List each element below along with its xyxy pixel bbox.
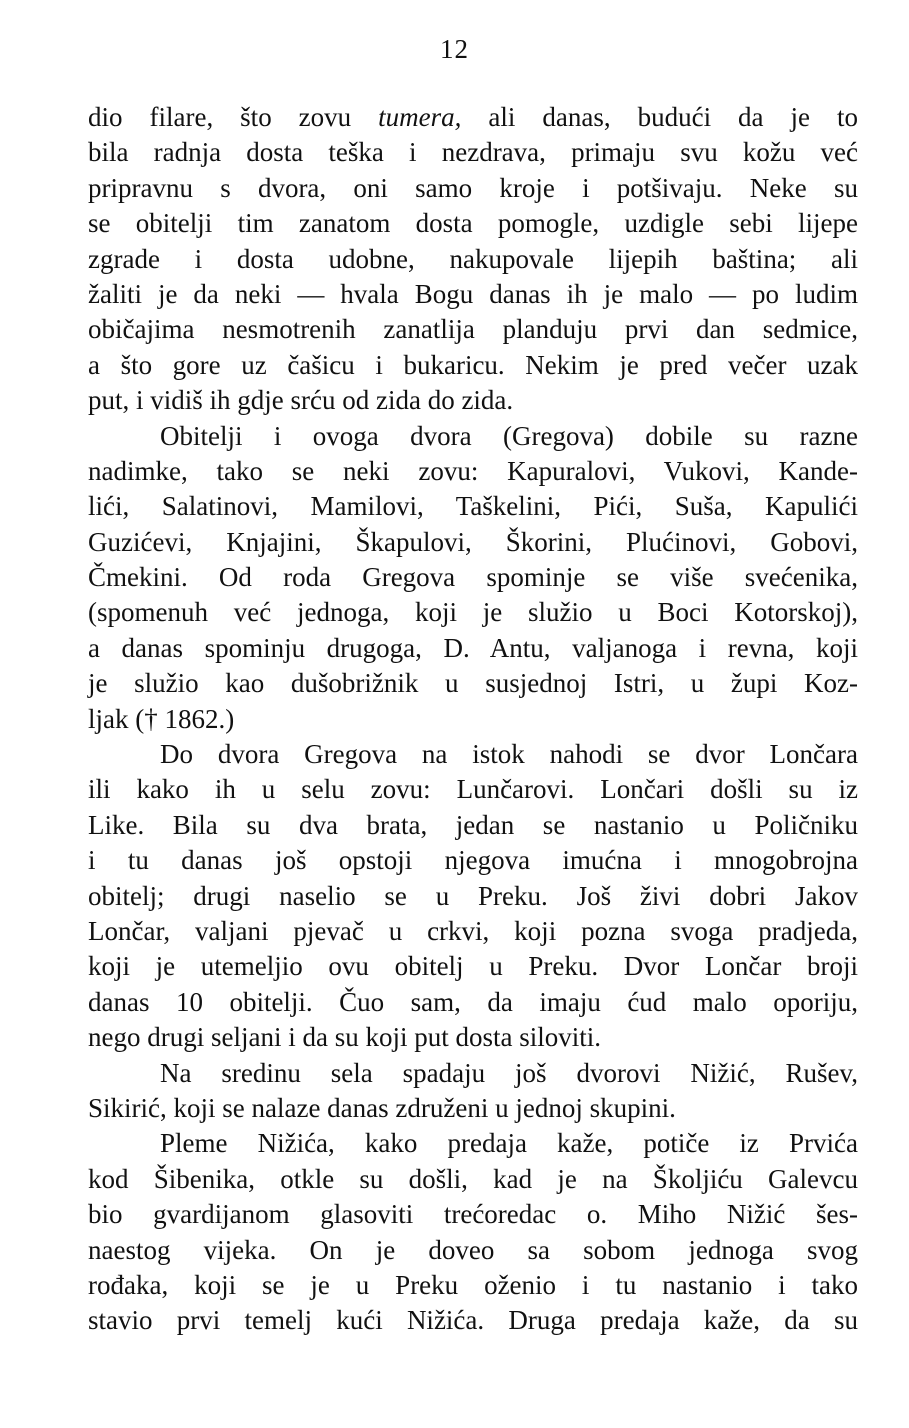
text-line: ili kako ih u selu zovu: Lunčarovi. Lončari došli su iz xyxy=(88,774,858,805)
text-line: lići, Salatinovi, Mamilovi, Taškelini, Pići, Suša, Kapulići xyxy=(88,491,858,522)
text-line: žaliti je da neki — hvala Bogu danas ih je malo — po ludim xyxy=(88,278,858,309)
text-line: Na sredinu sela spadaju još dvorovi Nižić, Rušev, xyxy=(160,1057,858,1088)
body-text xyxy=(88,100,858,1339)
text-line: nadimke, tako se neki zovu: Kapuralovi, Vukovi, Kande- xyxy=(88,455,858,486)
text-line: bila radnja dosta teška i nezdrava, primaju svu kožu već xyxy=(88,137,858,168)
text-line: naestog vijeka. On je doveo sa sobom jednoga svog xyxy=(88,1234,858,1265)
text-line: a što gore uz čašicu i bukaricu. Nekim je pred večer uzak xyxy=(88,349,858,380)
text-line: Obitelji i ovoga dvora (Gregova) dobile su razne xyxy=(160,420,858,451)
text-line: danas 10 obitelji. Čuo sam, da imaju ćud malo oporiju, xyxy=(88,986,858,1017)
text-line: ljak († 1862.) xyxy=(88,703,235,734)
text-line: običajima nesmotrenih zanatlija planduju prvi dan sedmice, xyxy=(88,314,858,345)
text-line: zgrade i dosta udobne, nakupovale lijepih baština; ali xyxy=(88,243,858,274)
text-line: Do dvora Gregova na istok nahodi se dvor Lončara xyxy=(160,739,858,770)
text-line: Sikirić, koji se nalaze danas združeni u jednoj skupini. xyxy=(88,1092,676,1123)
text-line: Guzićevi, Knjajini, Škapulovi, Škorini, Plućinovi, Gobovi, xyxy=(88,526,858,557)
text-line: Čmekini. Od roda Gregova spominje se više svećenika, xyxy=(88,562,858,593)
text-line: rođaka, koji se je u Preku oženio i tu nastanio i tako xyxy=(88,1269,858,1300)
text-line: koji je utemeljio ovu obitelj u Preku. Dvor Lončar broji xyxy=(88,951,858,982)
text-line: (spomenuh već jednoga, koji je služio u Boci Kotorskoj), xyxy=(88,597,858,628)
text-line: je služio kao dušobrižnik u susjednoj Istri, u župi Koz- xyxy=(88,668,858,699)
text-line: kod Šibenika, otkle su došli, kad je na Školjiću Galevcu xyxy=(88,1163,858,1194)
text-line: a danas spominju drugoga, D. Antu, valjanoga i revna, koji xyxy=(88,632,858,663)
text-line: nego drugi seljani i da su koji put dosta siloviti. xyxy=(88,1022,601,1053)
text-line: obitelj; drugi naselio se u Preku. Još živi dobri Jakov xyxy=(88,880,858,911)
text-line: pripravnu s dvora, oni samo kroje i potšivaju. Neke su xyxy=(88,172,858,203)
text-line: se obitelji tim zanatom dosta pomogle, uzdigle sebi lijepe xyxy=(88,208,858,239)
page-number: 12 xyxy=(440,34,469,64)
text-line: put, i vidiš ih gdje srću od zida do zida. xyxy=(88,385,514,416)
text-line: Pleme Nižića, kako predaja kaže, potiče iz Prvića xyxy=(160,1128,858,1159)
text-line: bio gvardijanom glasoviti trećoredac o. Miho Nižić šes- xyxy=(88,1199,858,1230)
text-line: Lončar, valjani pjevač u crkvi, koji pozna svoga pradjeda, xyxy=(88,915,858,946)
text-line: dio filare, što zovu tumera, ali danas, budući da je to xyxy=(88,102,858,132)
text-line: stavio prvi temelj kući Nižića. Druga predaja kaže, da su xyxy=(88,1305,858,1336)
text-line: i tu danas još opstoji njegova imućna i mnogobrojna xyxy=(88,845,858,876)
text-line: Like. Bila su dva brata, jedan se nastanio u Poličniku xyxy=(88,809,858,840)
